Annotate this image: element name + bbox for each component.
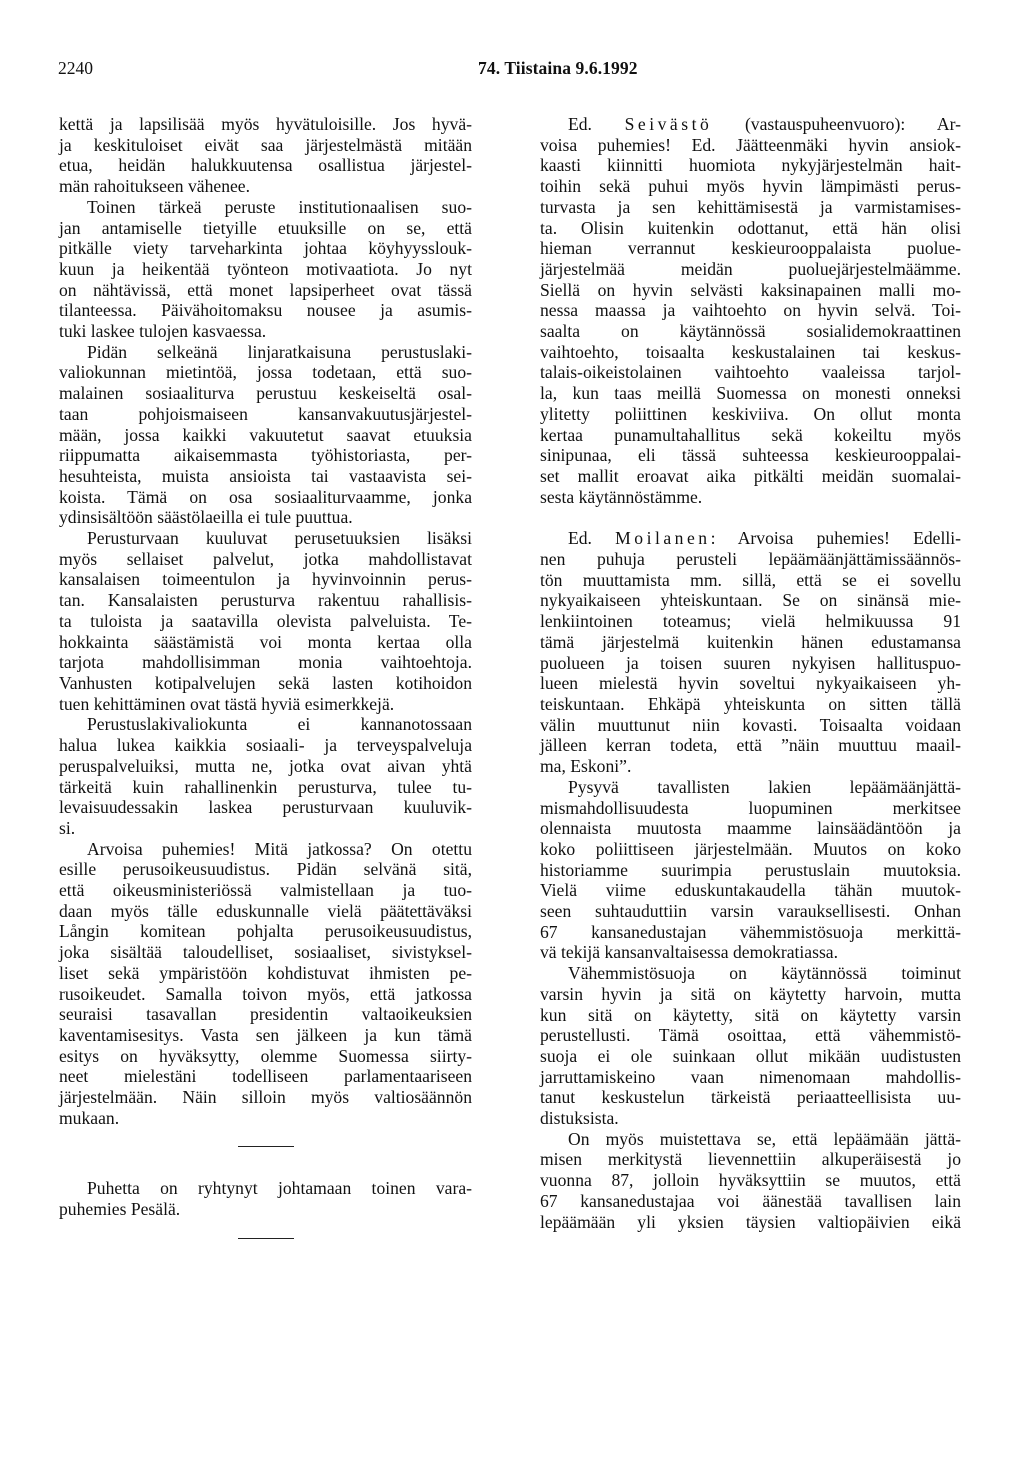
speaker-line (540, 528, 961, 549)
text-line: peruspalveluiksi, mutta ne, jotka ovat aivan yhtä (59, 755, 472, 776)
text-line: kettä ja lapsilisää myös hyvätuloisille. Jos hyvä- (59, 114, 472, 134)
text-line: Vielä viime eduskuntakaudella tähän muutok- (540, 880, 961, 901)
paragraph (59, 528, 472, 714)
text-line: hokkainta säästämistä voi monta kertaa olla (59, 631, 472, 652)
text-line: malainen sosiaaliturva perustuu keskeiseltä osal- (59, 383, 472, 404)
text-line: toihin sekä puhui myös hyvin lämpimästi perus- (540, 176, 961, 197)
text-line: rusoikeudet. Samalla toivon myös, että jatkossa (59, 983, 472, 1004)
text-line: Vähemmistösuoja on käytännössä toiminut (568, 963, 961, 984)
text-line: talais-oikeistolainen vaihtoehto vaaleissa tarjol- (540, 362, 961, 383)
speaker-name: Seivästö (624, 114, 713, 134)
text-line: kuun ja heikentää työnteon motivaatiota. Jo nyt (59, 258, 472, 279)
text-line: joka sisältää taloudelliset, sosiaaliset, sivistyksel- (59, 942, 472, 963)
text-line: myös sellaiset palvelut, jotka mahdollistavat (59, 548, 472, 569)
text-line: koista. Tämä on osa sosiaaliturvaamme, jonka (59, 486, 472, 507)
text-line: teiskuntaan. Ehkäpä yhteiskunta on sitten tällä (540, 693, 961, 714)
text-line: järjestelmää meidän puoluejärjestelmäämme. (540, 258, 961, 279)
text-line: esitys on hyväksytty, olemme Suomessa siirty- (59, 1045, 472, 1066)
text-line: levaisuudessakin laskea perusturvaan kuuluvik- (59, 797, 472, 818)
text-line: Långin komitean pohjalta perusoikeusuudistus, (59, 921, 472, 942)
section-divider (238, 1146, 294, 1147)
text-line: Pysyvä tavallisten lakien lepäämäänjättä- (568, 776, 961, 797)
text-line: tarjota mahdollisimman monia vaihtoehtoja. (59, 652, 472, 673)
text-line: Vanhusten kotipalvelujen sekä lasten kotihoidon (59, 672, 472, 693)
section-divider (238, 1238, 294, 1239)
text-line: lueen mielestä hyvin soveltui nykyaikaiseen yh- (540, 673, 961, 694)
text-line: tanut keskustelun tärkeistä periaatteellisista uu- (540, 1087, 961, 1108)
text-line: perustellusti. Tämä osoittaa, että vähemmistö- (540, 1025, 961, 1046)
paragraph (540, 963, 961, 1129)
paragraph (540, 777, 961, 963)
paragraph (59, 114, 472, 197)
text-line: pitkälle viety tarveharkinta johtaa köyhyysslouk- (59, 238, 472, 259)
text-line: saalta on käytännössä sosialidemokraattinen (540, 321, 961, 342)
paragraph (59, 714, 472, 838)
text-line: tilanteessa. Päivähoitomaksu nousee ja asumis- (59, 300, 472, 321)
text-line: sinipunaa, eli tässä suhteessa keskieurooppalai- (540, 445, 961, 466)
text-line: jarruttamiskeino vaan nimenomaan mahdollis- (540, 1066, 961, 1087)
text-line: daan myös tälle eduskunnalle vielä päätettäväksi (59, 900, 472, 921)
text-line: set mallit eroavat aika pitkälti meidän suomalai- (540, 465, 961, 486)
page-header (58, 58, 966, 82)
text-line: neet mielestäni todelliseen parlamentaariseen (59, 1066, 472, 1087)
text-line: ydinsisältöön säästölaeilla ei tule puuttua. (59, 507, 353, 528)
text-line: suoja ei ole suinkaan ollut mikään uudistusten (540, 1045, 961, 1066)
text-line: Puhetta on ryhtynyt johtamaan toinen vara- (87, 1178, 472, 1199)
text-line: voisa puhemies! Ed. Jäätteenmäki hyvin ansiok- (540, 134, 961, 155)
text-line: liset sekä ympäristöön kohdistuvat ihmisten pe- (59, 962, 472, 983)
text-line: nykyaikaiseen yhteiskuntaan. Se on sinänsä mie- (540, 590, 961, 611)
text-line: On myös muistettava se, että lepäämään jättä- (568, 1128, 961, 1149)
text-line: etua, heidän halukkuutensa osallistua järjestel- (59, 155, 472, 176)
text-line: Toinen tärkeä peruste institutionaalisen suo- (87, 196, 472, 217)
paragraph-lines (540, 135, 961, 508)
text-line: Pidän selkeänä linjaratkaisuna perustuslaki- (87, 341, 472, 362)
text-line: ylitetty poliittinen keskiviiva. On ollut monta (540, 403, 961, 424)
text-line: varsin hyvin ja sitä on käytetty harvoin, mutta (540, 983, 961, 1004)
text-line: on nähtävissä, että monet lapsiperheet ovat tässä (59, 279, 472, 300)
text-line: kertaa punamultahallitus sekä kokeiltu myös (540, 424, 961, 445)
text-line: nessa maassa ja vaihtoehto on hyvin selvä. Toi- (540, 300, 961, 321)
text-line: si. (59, 817, 76, 838)
paragraph-lines (540, 549, 961, 777)
paragraph (59, 1178, 472, 1219)
text-line: tuki laskee tulojen kasvaessa. (59, 321, 267, 342)
text-line: nen puhuja perusteli lepäämäänjättämissäännös- (540, 549, 961, 570)
speaker-paragraph (540, 528, 961, 776)
paragraph (59, 197, 472, 342)
text-line: että oikeusministeriössä valmistellaan ja tuo- (59, 880, 472, 901)
text-line: hesuhteista, muista ansioista tai vastaavista sei- (59, 465, 472, 486)
text-line: hieman verrannut keskieurooppalaista puolue- (540, 238, 961, 259)
text-line: välin muuttunut niin kovasti. Toisaalta voidaan (540, 714, 961, 735)
text-line: distuksista. (540, 1108, 619, 1129)
text-line: tön muuttamista mm. sillä, että se ei sovellu (540, 569, 961, 590)
speaker-paragraph (540, 114, 961, 507)
text-line: riippumatta aikaisemmasta työhistoriasta, per- (59, 445, 472, 466)
text-line: tan. Kansalaisten perusturva rakentuu rahallisis- (59, 590, 472, 611)
text-line: Arvoisa puhemies! Mitä jatkossa? On otettu (87, 838, 472, 859)
text-line: lepäämään yli yksien täysien valtiopäivien eikä (540, 1211, 961, 1232)
text-line: vä tekijä kansanvaltaisessa demokratiassa. (540, 942, 839, 963)
text-line: jälleen kerran todeta, että ”näin muuttuu maail- (540, 735, 961, 756)
speaker-line (540, 114, 961, 135)
text-line: män rahoitukseen vähenee. (59, 176, 251, 197)
text-line: tärkeitä kuin rahallinenkin perusturva, tulee tu- (59, 776, 472, 797)
speaker-prefix: Ed. (568, 114, 592, 134)
text-line: taan pohjoismaiseen kansanvakuutusjärjestel- (59, 403, 472, 424)
text-line: misen merkitystä lievennettiin alkuperäisestä jo (540, 1149, 961, 1170)
paragraph (59, 839, 472, 1129)
text-line: ta tuloista ja saatavilla olevista palveluista. Te- (59, 610, 472, 631)
text-line: järjestelmään. Näin silloin myös valtiosäännön (59, 1087, 472, 1108)
text-line: jan antamiselle tietyille etuuksille on se, että (59, 217, 472, 238)
text-line: ma, Eskoni”. (540, 756, 632, 777)
text-line: historiamme suurimpia perustuslain muutoksia. (540, 859, 961, 880)
speaker-prefix: Ed. (568, 528, 592, 549)
text-line: halua lukea kaikkia sosiaali- ja terveyspalveluja (59, 735, 472, 756)
paragraph (59, 342, 472, 528)
text-line: valiokunnan mietintöä, jossa todetaan, että suo- (59, 362, 472, 383)
text-line: koko poliittiseen järjestelmään. Muutos on koko (540, 838, 961, 859)
text-line: turvasta ja sen kehittämisestä ja varmistamises- (540, 196, 961, 217)
text-line: tuen kehittäminen ovat tästä hyviä esimerkkejä. (59, 693, 395, 714)
text-line: ja keskituloiset eivät saa järjestelmästä mitään (59, 134, 472, 155)
text-line: kun sitä on käytetty, sitä on käytetty varsin (540, 1004, 961, 1025)
paragraph (540, 1129, 961, 1233)
text-line: la, kun taas meillä Suomessa on monesti onneksi (540, 383, 961, 404)
text-line: 67 kansanedustajaa voi äänestää tavallisen lain (540, 1190, 961, 1211)
text-line: Perustuslakivaliokunta ei kannanotossaan (87, 714, 472, 735)
text-line: sesta käytännöstämme. (540, 486, 703, 507)
text-line: puolueen ja toisen suuren nykyisen hallituspuo- (540, 652, 961, 673)
text-line: kaventamisesitys. Vasta sen jälkeen ja kun tämä (59, 1024, 472, 1045)
text-line: 67 kansanedustajan vähemmistösuoja merkittä- (540, 921, 961, 942)
text-line: lenkiintoinen toteamus; vielä helmikuussa 91 (540, 611, 961, 632)
page-number: 2240 (58, 58, 93, 78)
text-line: mukaan. (59, 1107, 120, 1128)
text-line: vuonna 87, jolloin hyväksyttiin se muutos, että (540, 1170, 961, 1191)
text-line: seen suhtauduttiin varsin varauksellisesti. Onhan (540, 901, 961, 922)
text-line: ta. Olisin kuitenkin odottanut, että hän olisi (540, 217, 961, 238)
speaker-name: Moilanen (615, 528, 711, 549)
right-column (540, 114, 961, 1232)
issue-heading: 74. Tiistaina 9.6.1992 (478, 58, 638, 78)
text-line: mismahdollisuudesta luopuminen merkitsee (540, 797, 961, 818)
text-line: olennaista muutosta maamme lainsäädäntöön ja (540, 818, 961, 839)
text-line: puhemies Pesälä. (59, 1199, 181, 1220)
text-line: kaasti kiinnitti huomiota nykyjärjestelmän hait- (540, 155, 961, 176)
text-line: tämä järjestelmä kuitenkin hänen edustamansa (540, 631, 961, 652)
text-line: Siellä on hyvin selvästi kaksinapainen malli mo- (540, 279, 961, 300)
text-line: seuraisi tasavallan presidentin valtaoikeuksien (59, 1004, 472, 1025)
left-column (59, 114, 472, 1239)
text-line: Perusturvaan kuuluvat perusetuuksien lisäksi (87, 528, 472, 549)
text-line: esille perusoikeusuudistus. Pidän selvänä sitä, (59, 859, 472, 880)
speaker-intro: : Arvoisa puhemies! Edelli- (710, 528, 961, 549)
text-line: mään, jossa kaikki vakuutetut saavat etuuksia (59, 424, 472, 445)
text-line: vaihtoehto, toisaalta keskustalainen tai keskus- (540, 341, 961, 362)
text-line: kansalaisen toimeentulon ja hyvinvoinnin perus- (59, 569, 472, 590)
speaker-intro: (vastauspuheenvuoro): Ar- (744, 114, 961, 134)
